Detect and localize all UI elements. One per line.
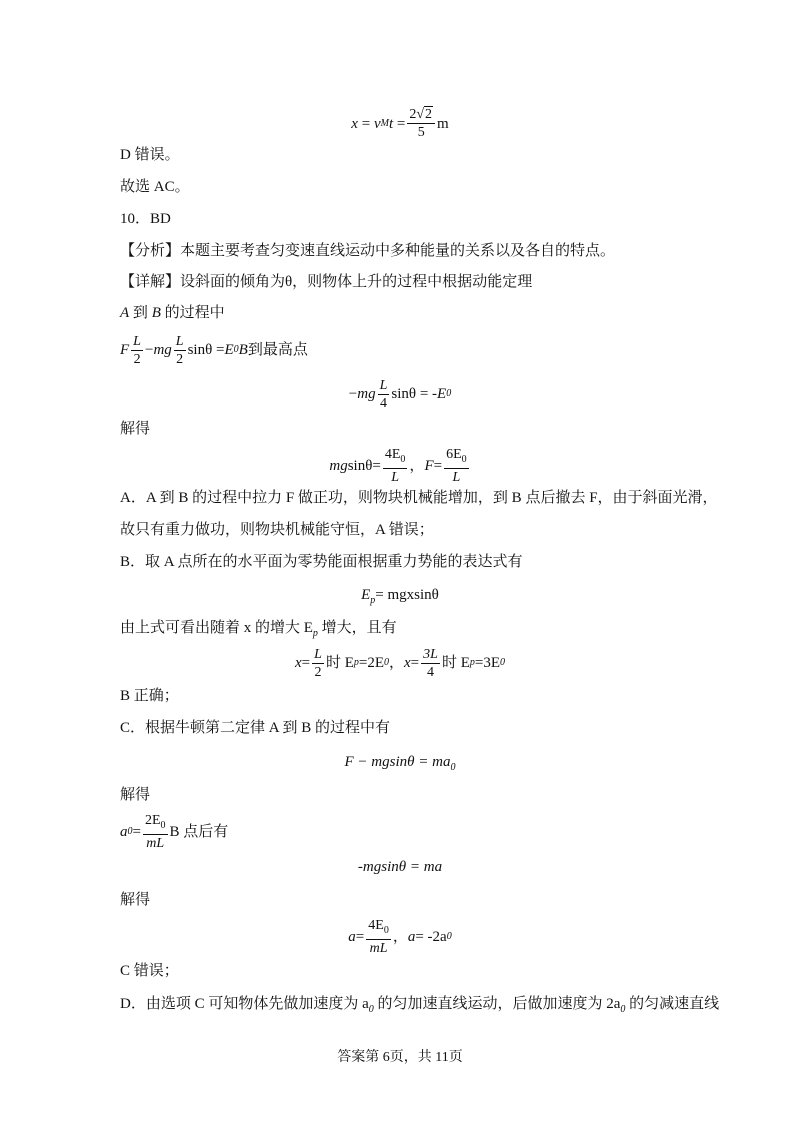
point-b: B <box>151 305 161 321</box>
expression: F − mgsinθ = ma <box>344 754 451 770</box>
var-x: x <box>404 655 411 671</box>
subscript-0: 0 <box>383 924 389 936</box>
var-mg: mg <box>153 342 172 358</box>
var-e: E <box>224 342 234 358</box>
text: B 点后有 <box>169 823 229 840</box>
fraction-4e0-over-ml <box>366 917 391 957</box>
subscript-0: 0 <box>461 453 467 465</box>
line-choose-ac: 故选 AC。 <box>120 179 190 195</box>
equation-potential-energy <box>0 584 800 612</box>
numerator: L <box>379 377 388 393</box>
line-solve-2: 解得 <box>120 787 151 803</box>
subscript-0: 0 <box>446 388 452 399</box>
numerator: 3L <box>423 646 438 662</box>
expression: = mgxsinθ <box>375 587 439 603</box>
fraction-3l-over-4 <box>421 646 440 681</box>
subscript-0: 0 <box>233 344 239 355</box>
text-process: 的过程中 <box>160 305 225 321</box>
text: 增大，且有 <box>317 620 397 636</box>
line-solve-1: 解得 <box>120 421 151 437</box>
fraction-l-over-2 <box>174 333 186 368</box>
page-footer: 答案第 6页，共 11页 <box>337 1050 463 1065</box>
subscript-p: p <box>312 628 318 639</box>
fraction-l-over-4 <box>378 377 390 412</box>
line-d-wrong: D 错误。 <box>120 147 180 163</box>
denominator: 4 <box>427 664 435 680</box>
line-a-to-b <box>120 302 225 324</box>
subscript-0: 0 <box>450 762 456 773</box>
line-solve-3: 解得 <box>120 892 151 908</box>
denominator: L <box>391 469 400 485</box>
equation-newton <box>0 751 800 779</box>
denominator: mL <box>369 940 388 956</box>
fraction-l-over-2 <box>131 333 143 368</box>
denominator: L <box>452 469 461 485</box>
equals: = <box>355 928 365 945</box>
var-mg: mg <box>357 386 376 402</box>
separator: ， <box>388 655 404 671</box>
numerator: L <box>133 333 141 349</box>
fraction-2e0-over-ml <box>143 812 168 852</box>
denominator: 2 <box>133 351 141 367</box>
fraction-6e0-over-l <box>444 446 469 486</box>
var-f: F <box>120 342 130 358</box>
separator: ， <box>392 928 408 945</box>
var-a: a <box>120 823 128 840</box>
equation-mg-sin <box>0 446 800 486</box>
minus: − <box>144 342 154 358</box>
equation-displacement <box>0 106 800 141</box>
minus: − <box>348 386 358 402</box>
equation-work-energy <box>120 332 308 368</box>
option-a-line-1: A．A 到 B 的过程中拉力 F 做正功，则物块机械能增加，到 B 点后撤去 F，由于斜面光滑， <box>120 490 718 506</box>
analysis-line: 【分析】本题主要考查匀变速直线运动中多种能量的关系以及各自的特点。 <box>120 243 616 259</box>
option-a-line-2: 故只有重力做功，则物块机械能守恒，A 错误； <box>120 522 434 538</box>
fraction-4e0-over-l <box>383 446 408 486</box>
subscript-0: 0 <box>383 657 389 668</box>
numerator: L <box>314 646 322 662</box>
text-to: 到 <box>129 305 152 321</box>
sin-term: sinθ = <box>187 342 225 358</box>
equals: = <box>361 115 371 132</box>
text: 的匀减速直线 <box>625 996 720 1012</box>
expression: -mgsinθ = ma <box>357 859 443 875</box>
equals: = <box>433 457 443 474</box>
unit-m: m <box>437 115 449 132</box>
text-to-top: 到最高点 <box>247 342 308 358</box>
separator: ， <box>409 457 425 474</box>
text: 的匀加速直线运动，后做加速度为 2a <box>373 996 621 1012</box>
option-b-line-2 <box>120 617 397 645</box>
var-a: a <box>348 928 356 945</box>
equals: = <box>410 655 420 671</box>
equation-a0 <box>120 812 228 852</box>
numerator: 6E <box>446 447 462 462</box>
var-f: F <box>424 457 434 474</box>
equation-negative-mg <box>0 856 800 878</box>
equation-x-values <box>0 645 800 681</box>
fraction-2sqrt2-over-5: 2 √ 2 5 <box>407 106 435 141</box>
var-e: E <box>437 386 447 402</box>
var-t: t <box>388 115 394 132</box>
var-e: E <box>361 587 371 603</box>
subscript-0: 0 <box>400 453 406 465</box>
subscript-m: M <box>380 117 389 129</box>
denominator: 5 <box>417 125 425 140</box>
line-b-right: B 正确； <box>120 688 179 704</box>
numerator-coef: 2 <box>409 107 417 122</box>
denominator: 2 <box>314 664 322 680</box>
equation-top-point <box>0 376 800 412</box>
equals: = <box>396 115 406 132</box>
equation-a <box>0 917 800 957</box>
subscript-0: 0 <box>499 657 505 668</box>
option-d-line-1 <box>120 993 719 1021</box>
subscript-0: 0 <box>446 930 452 942</box>
value: =2E <box>358 655 384 671</box>
detail-line: 【详解】设斜面的倾角为θ，则物体上升的过程中根据动能定理 <box>120 274 533 290</box>
var-mg: mg <box>329 457 348 474</box>
equals: = <box>132 823 141 840</box>
denominator: 4 <box>379 395 387 411</box>
value: =3E <box>474 655 500 671</box>
numerator: 4E <box>368 918 384 933</box>
denominator: mL <box>146 835 165 851</box>
subscript-p: p <box>469 657 475 668</box>
denominator: 2 <box>176 351 184 367</box>
radicand: 2 <box>425 107 433 122</box>
point-a: A <box>120 305 130 321</box>
option-c-line-1: C．根据牛顿第二定律 A 到 B 的过程中有 <box>120 720 391 736</box>
subscript-p: p <box>353 657 359 668</box>
sin-term: sinθ = - <box>391 386 438 402</box>
option-b-line-1: B．取 A 点所在的水平面为零势能面根据重力势能的表达式有 <box>120 554 523 570</box>
subscript-0: 0 <box>160 819 166 831</box>
var-a: a <box>407 928 416 945</box>
var-x: x <box>351 115 358 132</box>
subscript-p: p <box>370 595 376 606</box>
subscript-0: 0 <box>368 1004 374 1015</box>
text: 由上式可看出随着 x 的增大 E <box>120 620 313 636</box>
text: 时 E <box>441 655 470 671</box>
equals: = <box>301 655 311 671</box>
sin-term: sinθ= <box>347 457 381 474</box>
fraction-l-over-2 <box>312 646 324 681</box>
text: 时 E <box>325 655 354 671</box>
numerator: L <box>175 333 184 349</box>
value: = -2a <box>415 928 447 945</box>
subscript-0: 0 <box>127 825 133 837</box>
text: D．由选项 C 可知物体先做加速度为 a <box>120 996 369 1012</box>
line-c-wrong: C 错误； <box>120 963 179 979</box>
var-v: v <box>373 115 381 132</box>
point-b: B <box>238 342 248 358</box>
numerator: 2E <box>144 813 161 828</box>
numerator: 4E <box>384 447 401 462</box>
var-x: x <box>295 655 302 671</box>
question-10-answer: 10．BD <box>120 211 171 227</box>
subscript-0: 0 <box>620 1004 626 1015</box>
